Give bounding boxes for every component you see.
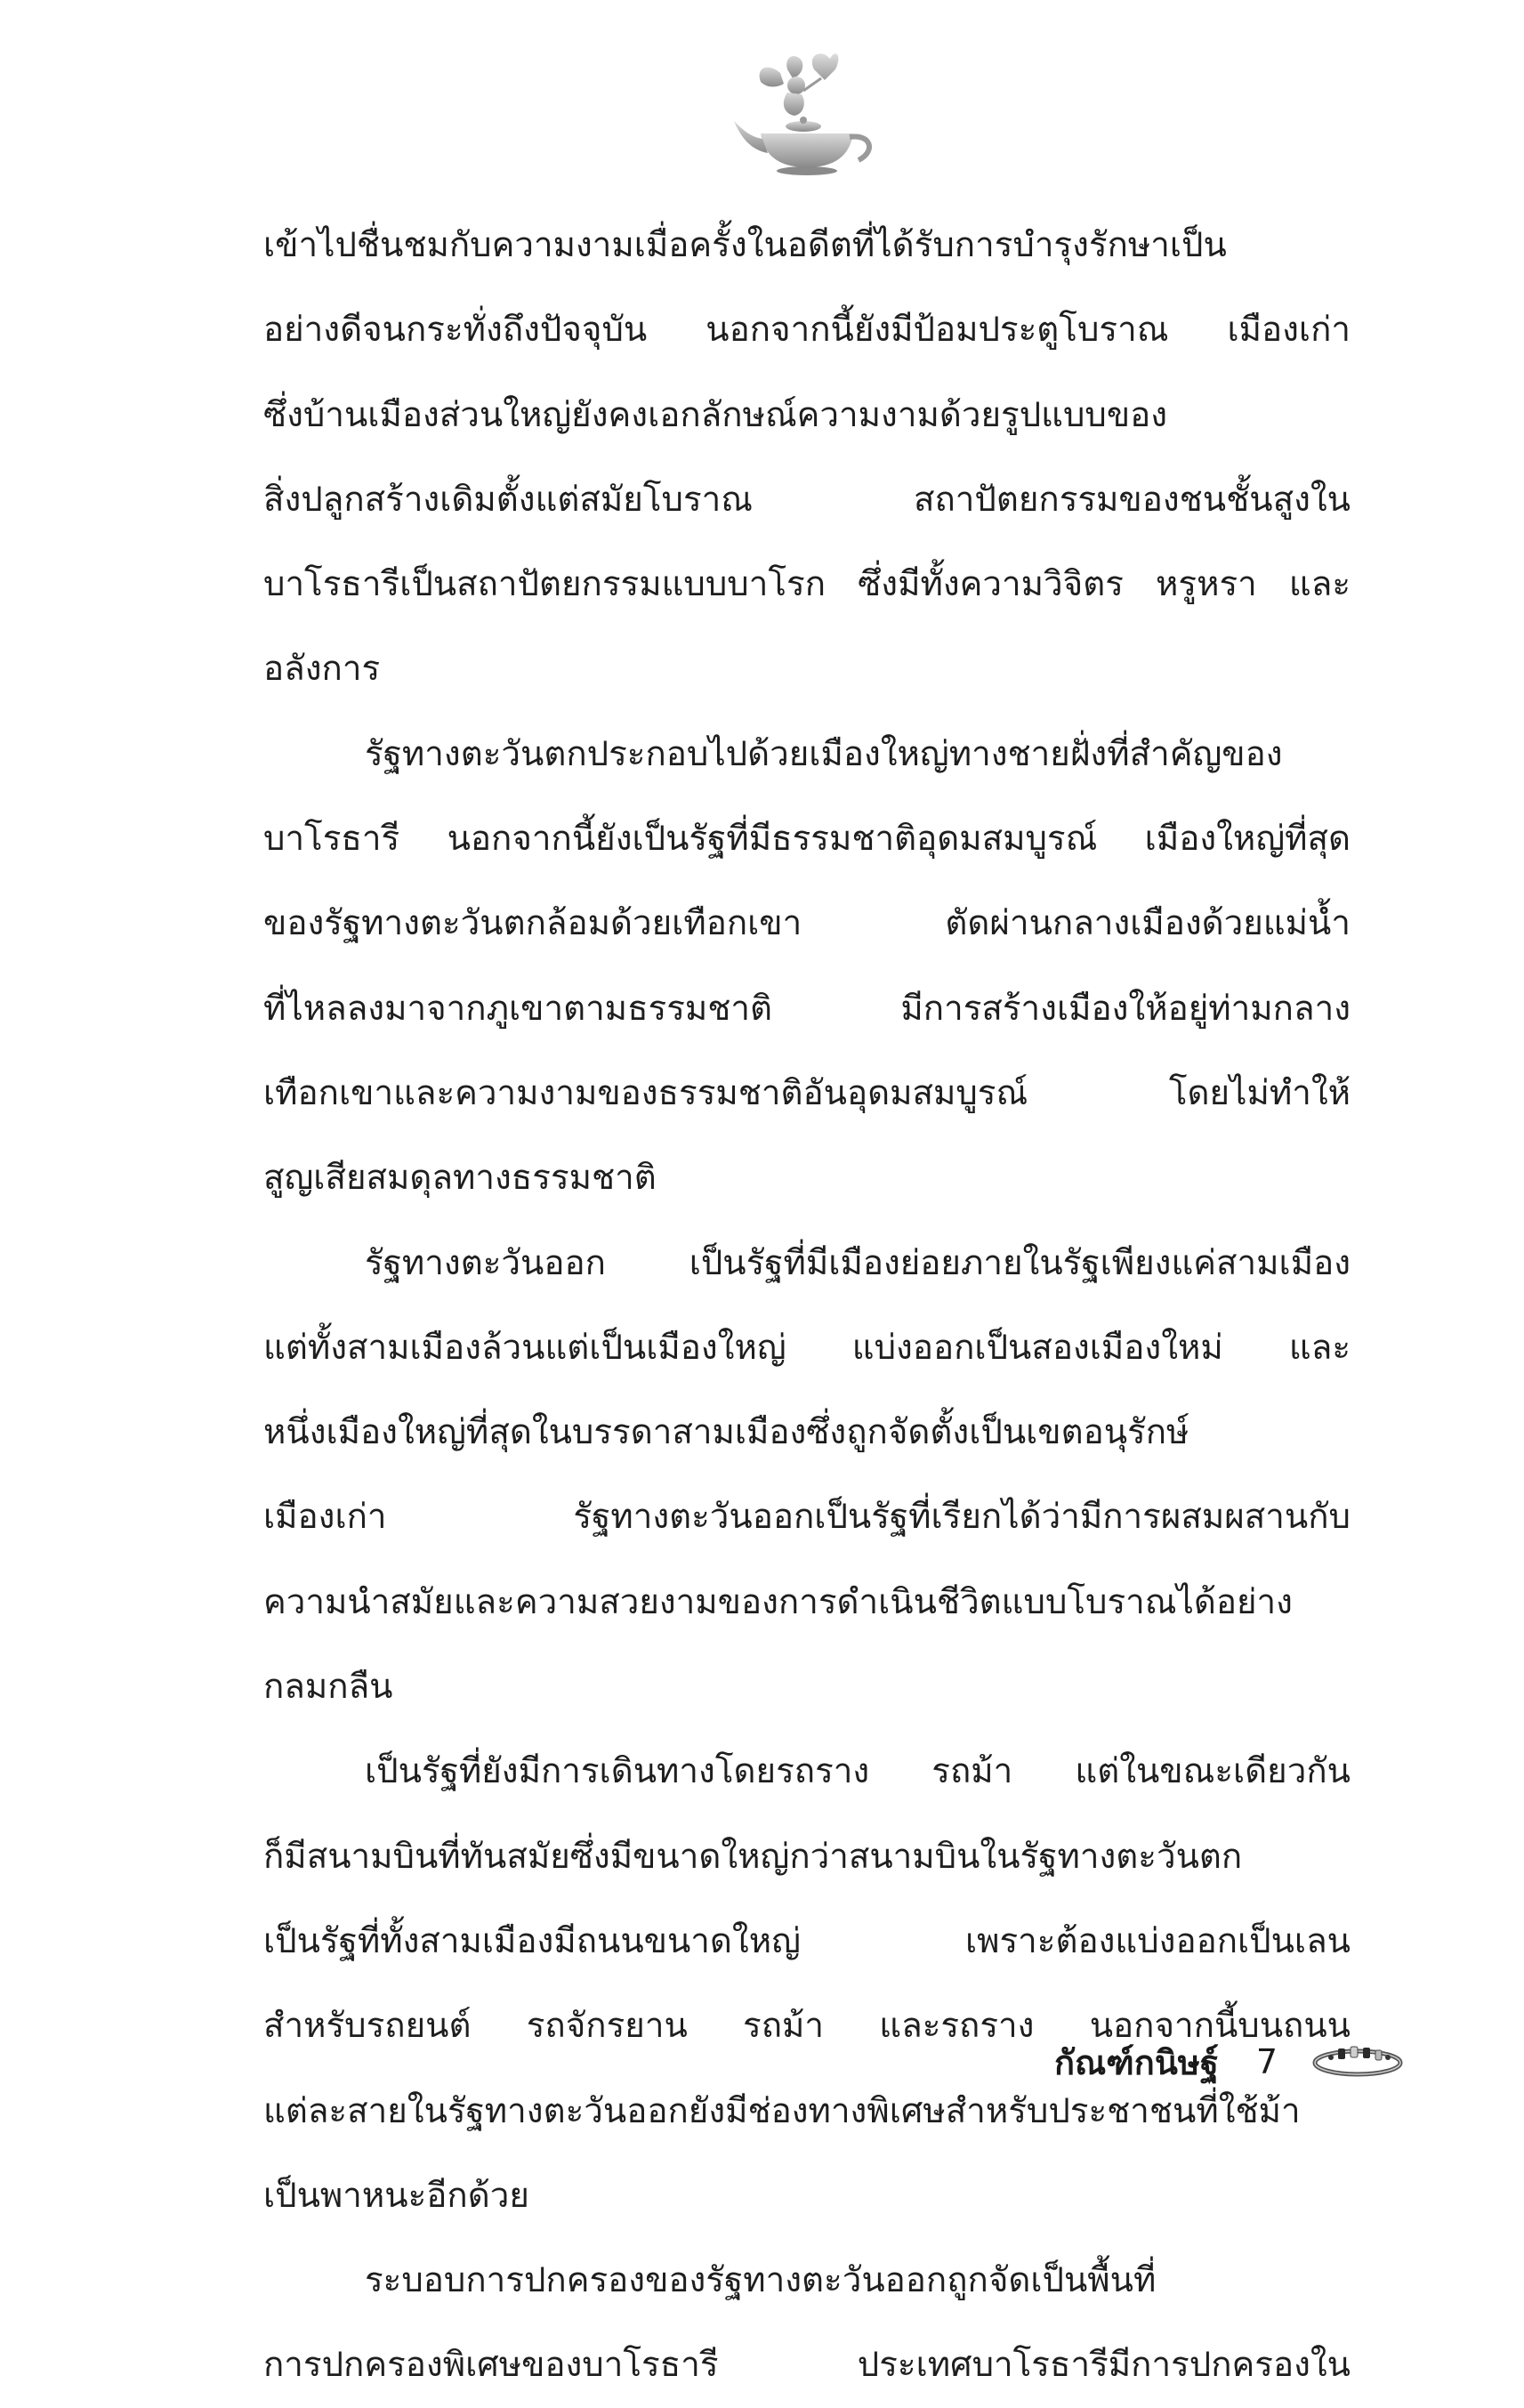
text-line: แต่ละสายในรัฐทางตะวันออกยังมีช่องทางพิเศษสำหรับประชาชนที่ใช้ม้า: [263, 2090, 1301, 2131]
text-line: บาโรธารี นอกจากนี้ยังเป็นรัฐที่มีธรรมชาติอุดมสมบูรณ์ เมืองใหญ่ที่สุด: [263, 819, 1351, 860]
text-line: เป็นรัฐที่ยังมีการเดินทางโดยรถราง รถม้า แต่ในขณะเดียวกัน: [365, 1751, 1351, 1792]
text-line: ที่ไหลลงมาจากภูเขาตามธรรมชาติ มีการสร้างเมืองให้อยู่ท่ามกลาง: [263, 988, 1351, 1029]
text-line: ซึ่งบ้านเมืองส่วนใหญ่ยังคงเอกลักษณ์ความงามด้วยรูปแบบของ: [263, 394, 1168, 435]
text-line: แต่ทั้งสามเมืองล้วนแต่เป็นเมืองใหญ่ แบ่งออกเป็นสองเมืองใหม่ และ: [263, 1327, 1351, 1368]
text-line: ความนำสมัยและความสวยงามของการดำเนินชีวิตแบบโบราณได้อย่าง: [263, 1581, 1293, 1622]
text-line: ของรัฐทางตะวันตกล้อมด้วยเทือกเขา ตัดผ่านกลางเมืองด้วยแม่น้ำ: [263, 903, 1351, 944]
text-line: การปกครองพิเศษของบาโรธารี ประเทศบาโรธารีมีการปกครองใน: [263, 2345, 1351, 2386]
bracelet-icon: [1311, 2045, 1404, 2079]
page-number: 7: [1255, 2042, 1278, 2081]
text-line: เข้าไปชื่นชมกับความงามเมื่อครั้งในอดีตที่ได้รับการบำรุงรักษาเป็น: [263, 225, 1227, 265]
page-footer: [1054, 2031, 1406, 2093]
text-line: อย่างดีจนกระทั่งถึงปัจจุบัน นอกจากนี้ยังมีป้อมประตูโบราณ เมืองเก่า: [263, 310, 1351, 351]
text-line: เป็นรัฐที่ทั้งสามเมืองมีถนนขนาดใหญ่ เพราะต้องแบ่งออกเป็นเลน: [263, 1920, 1351, 1961]
text-line: หนึ่งเมืองใหญ่ที่สุดในบรรดาสามเมืองซึ่งถูกจัดตั้งเป็นเขตอนุรักษ์: [263, 1412, 1189, 1453]
text-line: อลังการ: [263, 649, 381, 690]
text-line: เทือกเขาและความงามของธรรมชาติอันอุดมสมบูรณ์ โดยไม่ทำให้: [263, 1072, 1351, 1113]
text-line: กลมกลืน: [263, 1667, 393, 1708]
text-line: เมืองเก่า รัฐทางตะวันออกเป็นรัฐที่เรียกได้ว่ามีการผสมผสานกับ: [263, 1497, 1351, 1538]
book-title: กัณฑ์กนิษฐ์: [1054, 2042, 1219, 2082]
text-line: ระบอบการปกครองของรัฐทางตะวันออกถูกจัดเป็นพื้นที่: [365, 2260, 1157, 2301]
text-line: บาโรธารีเป็นสถาปัตยกรรมแบบบาโรก ซึ่งมีทั้งความวิจิตร หรูหรา และ: [263, 564, 1351, 605]
text-line: ก็มีสนามบินที่ทันสมัยซึ่งมีขนาดใหญ่กว่าสนามบินในรัฐทางตะวันตก: [263, 1836, 1243, 1877]
text-line: เป็นพาหนะอีกด้วย: [263, 2175, 529, 2216]
text-line: สูญเสียสมดุลทางธรรมชาติ: [263, 1158, 657, 1199]
text-line: รัฐทางตะวันตกประกอบไปด้วยเมืองใหญ่ทางชายฝั่งที่สำคัญของ: [365, 733, 1283, 774]
text-line: สิ่งปลูกสร้างเดิมตั้งแต่สมัยโบราณ สถาปัตยกรรมของชนชั้นสูงใน: [263, 479, 1351, 520]
text-line: รัฐทางตะวันออก เป็นรัฐที่มีเมืองย่อยภายในรัฐเพียงแค่สามเมือง: [365, 1242, 1351, 1283]
text-line: สำหรับรถยนต์ รถจักรยาน รถม้า และรถราง นอกจากนี้บนถนน: [263, 2006, 1351, 2047]
teapot-cherub-emblem-icon: [725, 46, 885, 180]
